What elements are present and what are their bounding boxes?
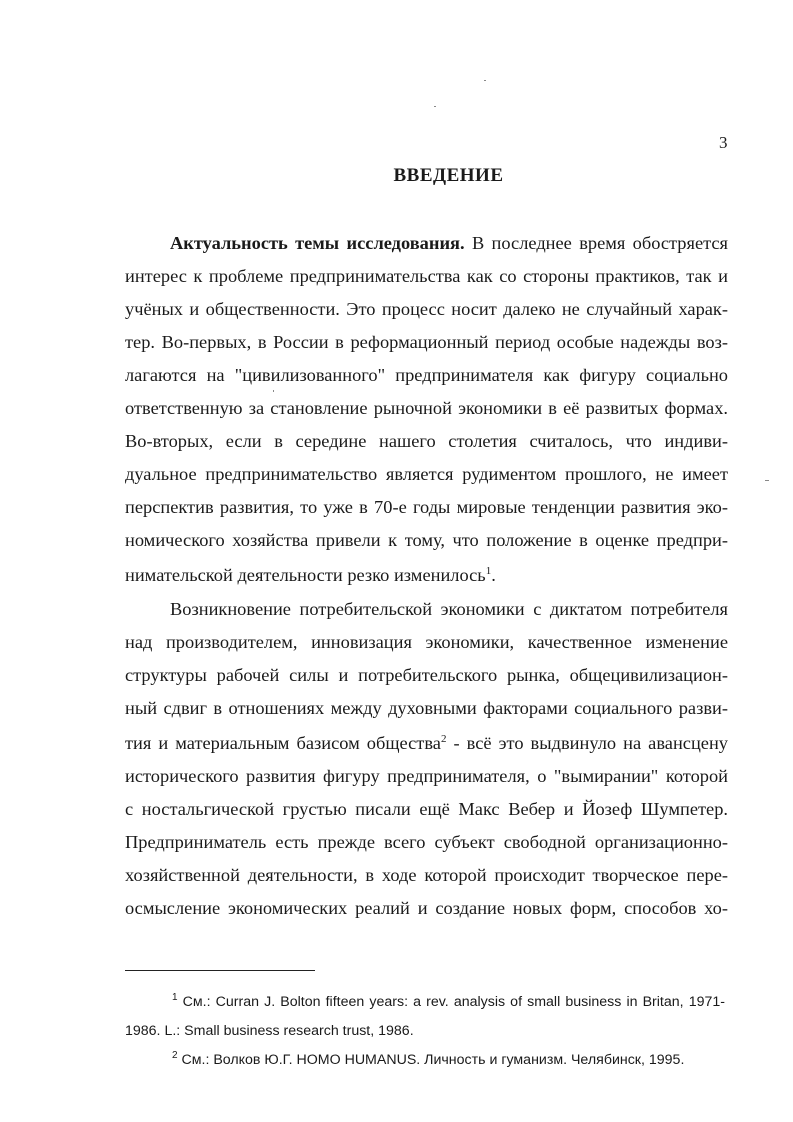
paragraph-line: лагаются на "цивилизованного" предпринимателя как фигуру социально	[125, 365, 728, 385]
paragraph-line: учёных и общественности. Это процесс носит далеко не случайный харак-	[125, 299, 728, 319]
footnote-line: 1986. L.: Small business research trust, 1986.	[125, 1023, 414, 1039]
scan-speck	[484, 80, 486, 81]
footnote-marker: 2	[172, 1051, 178, 1061]
paragraph-line: исторического развития фигуру предпринимателя, о "вымирании" которой	[125, 766, 728, 786]
paragraph-line: структуры рабочей силы и потребительского рынка, общецивилизацион-	[125, 665, 728, 685]
footnote-line: $^1$ См.: Curran J. Bolton fifteen years: a rev. analysis of small business in Britan, 1971-	[172, 993, 725, 1010]
section-heading: ВВЕДЕНИЕ	[393, 165, 504, 186]
footnote-separator	[125, 970, 315, 971]
paragraph-line: нимательской деятельности резко изменилось$^1$.	[125, 565, 496, 585]
paragraph-line: ный сдвиг в отношениях между духовными факторами социального разви-	[125, 698, 728, 718]
footnote-ref[interactable]: 2	[440, 733, 447, 745]
paragraph-line: тер. Во-первых, в России в реформационный период особые надежды воз-	[125, 332, 728, 352]
paragraph-line: над производителем, инновизация экономики, качественное изменение	[125, 632, 728, 652]
paragraph-line: Предприниматель есть прежде всего субъект свободной организационно-	[125, 832, 728, 852]
paragraph-line: хозяйственной деятельности, в ходе которой происходит творческое пере-	[125, 865, 728, 885]
paragraph-line: интерес к проблеме предпринимательства как со стороны практиков, так и	[125, 266, 728, 286]
scan-speck	[765, 480, 769, 481]
footnote-ref[interactable]: 1	[485, 565, 492, 577]
paragraph-line: номического хозяйства привели к тому, что положение в оценке предпри-	[125, 530, 728, 550]
paragraph-line: с ностальгической грустью писали ещё Макс Вебер и Йозеф Шумпетер.	[125, 799, 728, 819]
footnote-line: $^2$ См.: Волков Ю.Г. HOMO HUMANUS. Личность и гуманизм. Челябинск, 1995.	[172, 1051, 685, 1068]
lead-phrase: Актуальность темы исследования.	[170, 233, 465, 253]
scan-speck	[273, 390, 274, 392]
paragraph-line: перспектив развития, то уже в 70-е годы мировые тенденции развития эко-	[125, 497, 728, 517]
paragraph-line: Возникновение потребительской экономики с диктатом потребителя	[170, 599, 728, 619]
page-number: 3	[719, 133, 728, 152]
paragraph-line: ответственную за становление рыночной экономики в её развитых формах.	[125, 398, 728, 418]
footnote-marker: 1	[172, 993, 178, 1003]
paragraph-line: Во-вторых, если в середине нашего столетия считалось, что индиви-	[125, 431, 728, 451]
paragraph-line: осмысление экономических реалий и создание новых форм, способов хо-	[125, 898, 728, 918]
paragraph-line: дуальное предпринимательство является рудиментом прошлого, не имеет	[125, 464, 728, 484]
scan-speck	[434, 106, 436, 107]
paragraph-line: Актуальность темы исследования. В последнее время обостряется	[170, 233, 728, 253]
paragraph-line: тия и материальным базисом общества$^2$ - всё это выдвинуло на авансцену	[125, 733, 728, 753]
